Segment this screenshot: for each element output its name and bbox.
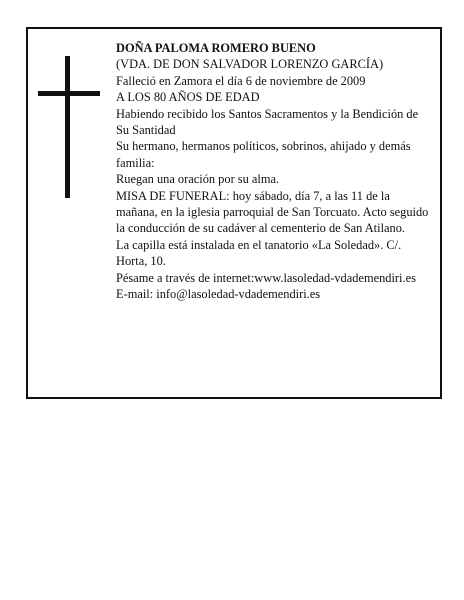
email-line: E-mail: info@lasoledad-vdademendiri.es [116, 287, 321, 302]
chapel-line: La capilla está instalada en el tanatorio «La Soledad». C/. Horta, 10. [116, 237, 402, 269]
cross-horizontal-bar [38, 91, 100, 96]
prayer-line: Ruegan una oración por su alma. [116, 172, 280, 187]
age-line: A LOS 80 AÑOS DE EDAD [116, 90, 260, 105]
family-line: Su hermano, hermanos políticos, sobrinos, ahijado y demás familia: [116, 139, 411, 170]
sacraments-line: Habiendo recibido los Santos Sacramentos y la Bendición de Su Santidad [116, 106, 419, 138]
obituary-notice [26, 27, 442, 399]
death-date-line: Falleció en Zamora el día 6 de noviembre de 2009 [116, 73, 366, 88]
condolences-line: Pésame a través de internet:www.lasoledad-vdademendiri.es [116, 270, 416, 285]
obituary-text [116, 40, 434, 303]
funeral-mass-line: MISA DE FUNERAL: hoy sábado, día 7, a las 11 de la mañana, en la iglesia parroquial de San Torcuato. Acto seguido la conducción de su cadáver al cementerio de San Atilano. [116, 188, 429, 236]
deceased-name: DOÑA PALOMA ROMERO BUENO [116, 41, 316, 55]
widow-of-line: (VDA. DE DON SALVADOR LORENZO GARCÍA) [116, 57, 384, 72]
cross-icon [38, 56, 100, 198]
cross-vertical-bar [65, 56, 70, 198]
